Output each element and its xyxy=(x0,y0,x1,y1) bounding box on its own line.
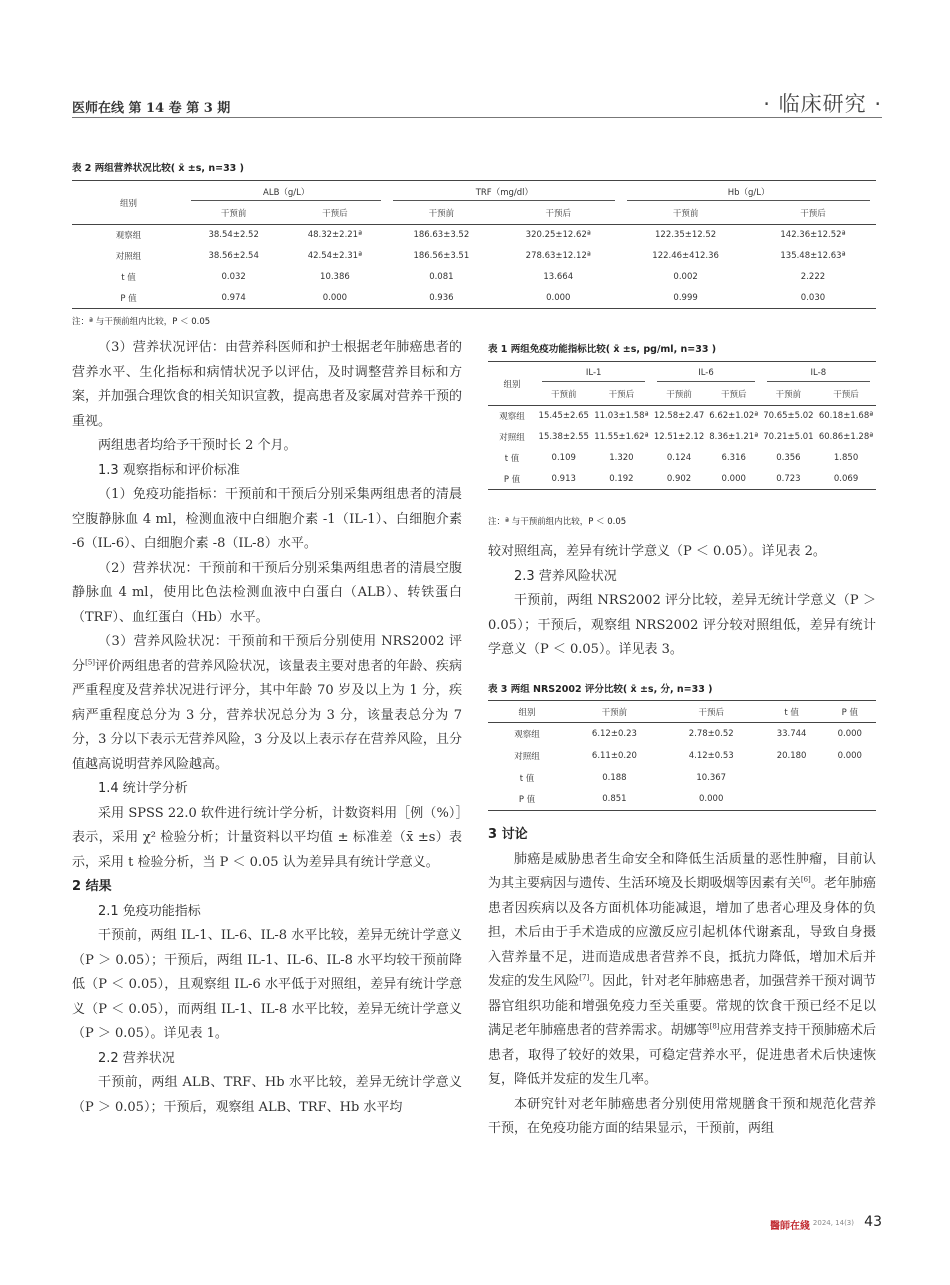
table2-subheader: 干预前 xyxy=(220,209,247,220)
table-cell xyxy=(824,767,876,789)
heading-1-3: 1.3 观察指标和评价标准 xyxy=(98,462,240,478)
table-cell: 0.356 xyxy=(776,453,801,463)
paragraph: 本研究针对老年肺癌患者分别使用常规膳食干预和规范化营养干预，在免疫功能方面的结果显示，干预前，两组 xyxy=(488,1096,876,1136)
table-cell: 0.000 xyxy=(721,473,746,484)
paragraph xyxy=(72,630,462,777)
table2-group-header: 组别 xyxy=(119,198,137,209)
table-cell: 278.63±12.12ª xyxy=(525,251,591,261)
table-cell: 12.58±2.47 xyxy=(653,411,705,422)
table-cell: 15.45±2.65 xyxy=(538,411,589,422)
journal-logo: 醫師在綫 xyxy=(770,1221,810,1232)
heading-2: 2 结果 xyxy=(72,879,112,894)
table-cell: 33.744 xyxy=(776,728,807,739)
table1 xyxy=(488,361,876,490)
row-label: P 值 xyxy=(503,474,521,485)
table-cell: 0.974 xyxy=(221,292,246,303)
table-cell: 2.78±0.52 xyxy=(688,728,734,739)
journal-header: 医师在线 第 14 卷 第 3 期 xyxy=(72,101,231,116)
table-row xyxy=(488,406,876,427)
text-run: 。因此，针对老年肺癌患者，加强营养干预对调节器官组织功能和增强免疫力至关重要。常规的饮食干预已经不足以满足老年肺癌患者的营养需求。胡娜等 xyxy=(488,974,876,1038)
section-label: · 临床研究 · xyxy=(763,92,882,116)
table3 xyxy=(488,700,876,811)
table-cell: 0.913 xyxy=(551,473,576,484)
table-cell: 6.12±0.23 xyxy=(591,728,637,739)
table-cell: 186.56±3.51 xyxy=(413,251,470,261)
table-cell: 70.65±5.02 xyxy=(763,411,814,422)
table-cell: 20.180 xyxy=(776,750,807,761)
table1-subheader: 干预后 xyxy=(833,390,859,401)
table-cell: 0.999 xyxy=(673,292,698,303)
table-cell: 10.367 xyxy=(696,772,727,783)
table-row xyxy=(488,767,876,789)
table-cell: 122.35±12.52 xyxy=(655,230,717,241)
table2-note: 注：ª 与干预前组内比较，P ＜ 0.05 xyxy=(72,317,211,327)
page-number: 43 xyxy=(864,1214,882,1230)
table3-header: 干预前 xyxy=(601,707,628,718)
row-label: P 值 xyxy=(120,293,137,304)
table-row xyxy=(488,745,876,767)
table-cell: 0.902 xyxy=(666,473,692,484)
table-cell: 70.21±5.01 xyxy=(763,432,814,442)
row-label: 对照组 xyxy=(499,433,525,443)
row-label: 对照组 xyxy=(115,252,142,262)
table-cell: 320.25±12.62ª xyxy=(525,230,591,241)
table-cell: 0.188 xyxy=(602,772,627,783)
row-label: t 值 xyxy=(504,454,520,464)
table2-subheader: 干预前 xyxy=(428,209,455,220)
table2-subheader: 干预后 xyxy=(800,209,826,220)
table-cell: 186.63±3.52 xyxy=(413,230,470,241)
table-cell: 0.124 xyxy=(666,453,692,463)
table1-group-il1: IL-1 xyxy=(536,362,651,384)
paragraph: 两组患者均给予干预时长 2 个月。 xyxy=(98,438,297,453)
table1-group-il8: IL-8 xyxy=(761,362,876,384)
table-cell: 0.032 xyxy=(221,272,246,282)
table-cell: 122.46±412.36 xyxy=(652,251,719,261)
table1-group-il6: IL-6 xyxy=(651,362,760,384)
table1-subheader: 干预前 xyxy=(666,390,692,401)
table2-group-hb: Hb（g/L） xyxy=(621,181,876,203)
row-label: 观察组 xyxy=(499,412,525,423)
table-row xyxy=(488,469,876,490)
table-row xyxy=(488,448,876,469)
table-cell: 0.000 xyxy=(837,728,862,739)
table1-subheader: 干预后 xyxy=(720,390,747,401)
paragraph xyxy=(488,848,876,1093)
table-cell: 2.222 xyxy=(800,272,826,282)
table-cell: 12.51±2.12 xyxy=(653,432,705,442)
table-cell: 48.32±2.21ª xyxy=(307,230,363,241)
table-cell: 142.36±12.52ª xyxy=(780,230,846,241)
citation: [7] xyxy=(579,973,590,982)
heading-2-2: 2.2 营养状况 xyxy=(98,1050,175,1066)
table1-group-header: 组别 xyxy=(503,379,521,390)
table1-note: 注：ª 与干预前组内比较，P ＜ 0.05 xyxy=(488,517,627,527)
table-cell xyxy=(760,767,824,789)
table2-subheader: 干预前 xyxy=(672,209,699,220)
table-cell: 38.54±2.52 xyxy=(208,230,259,241)
table-cell: 38.56±2.54 xyxy=(208,251,259,261)
heading-2-1: 2.1 免疫功能指标 xyxy=(98,903,201,919)
text-run: 。老年肺癌患者因疾病以及各方面机体功能减退，增加了患者心理及身体的负担，术后由于手术造成的应激反应引起机体代谢紊乱，导致自身摄入营养量不足，进而造成患者营养不良，抵抗力降低，增加术后并发症的发生风险 xyxy=(488,876,876,989)
table-row xyxy=(488,789,876,811)
table-cell: 0.000 xyxy=(322,292,348,303)
table-cell: 0.109 xyxy=(551,453,576,463)
right-column-top xyxy=(488,540,876,663)
table-cell: 1.320 xyxy=(609,453,634,463)
table-row xyxy=(488,723,876,745)
text-run: （3）营养风险状况：干预前和干预后分别使用 NRS2002 评分 xyxy=(72,634,462,674)
table2-subheader: 干预后 xyxy=(545,209,572,220)
paragraph: 较对照组高，差异有统计学意义（P ＜ 0.05）。详见表 2。 xyxy=(488,544,826,559)
table1-subheader: 干预前 xyxy=(550,390,577,401)
heading-2-3: 2.3 营养风险状况 xyxy=(514,568,617,584)
table-row xyxy=(72,246,876,267)
table2 xyxy=(72,180,876,309)
paragraph: （3）营养状况评估：由营养科医师和护士根据老年肺癌患者的营养水平、生化指标和病情状况予以评估，及时调整营养目标和方案，并加强合理饮食的相关知识宣教，提高患者及家属对营养干预的重视。 xyxy=(72,340,463,429)
paragraph: （1）免疫功能指标：干预前和干预后分别采集两组患者的清晨空腹静脉血 4 ml，检测血液中白细胞介素 -1（IL-1）、白细胞介素 -6（IL-6）、白细胞介素 -8（IL-8）水平。 xyxy=(72,487,462,551)
paragraph: 采用 SPSS 22.0 软件进行统计学分析，计数资料用［例（%）］表示，采用 χ² 检验分析；计量资料以平均值 ± 标准差（x̄ ±s）表示，采用 t 检验分析，当 P ＜ 0.05 认为差异具有统计学意义。 xyxy=(72,805,462,870)
row-label: 观察组 xyxy=(115,231,142,242)
table-cell: 1.850 xyxy=(833,453,859,463)
table-cell: 6.316 xyxy=(721,453,746,463)
table-cell: 0.069 xyxy=(833,473,859,484)
issue-label: 2024, 14(3) xyxy=(812,1219,854,1227)
table-cell: 0.002 xyxy=(673,272,698,282)
table-cell: 42.54±2.31ª xyxy=(307,251,363,261)
table-cell: P 值 xyxy=(518,795,536,806)
table1-subheader: 干预后 xyxy=(608,390,635,401)
table-cell: 60.86±1.28ª xyxy=(818,432,874,442)
table-cell: 4.12±0.53 xyxy=(688,750,734,761)
left-column xyxy=(72,336,462,1120)
table-cell: t 值 xyxy=(519,773,535,784)
table-cell: 0.851 xyxy=(602,794,627,805)
table2-subheader: 干预后 xyxy=(322,209,348,220)
table1-subheader: 干预前 xyxy=(775,390,802,401)
table-row xyxy=(488,427,876,448)
paragraph: 干预前，两组 ALB、TRF、Hb 水平比较，差异无统计学意义（P ＞ 0.05）；干预后，观察组 ALB、TRF、Hb 水平均 xyxy=(72,1075,462,1115)
right-column-bottom xyxy=(488,823,876,1142)
table-row xyxy=(72,288,876,309)
heading-3: 3 讨论 xyxy=(488,827,528,842)
table3-header: 干预后 xyxy=(698,707,724,718)
table-cell: 观察组 xyxy=(514,729,540,740)
table1-caption: 表 1 两组免疫功能指标比较( x̄ ±s, pg/ml, n=33 ) xyxy=(488,344,717,355)
table-cell: 135.48±12.63ª xyxy=(780,251,846,261)
table-cell: 0.723 xyxy=(776,473,801,484)
table2-group-alb: ALB（g/L） xyxy=(185,181,387,203)
table-cell: 0.192 xyxy=(609,473,634,484)
table-cell: 15.38±2.55 xyxy=(538,432,589,442)
table-row xyxy=(72,225,876,246)
table-cell: 0.000 xyxy=(837,750,862,761)
table-cell: 0.081 xyxy=(429,272,454,282)
citation: [6] xyxy=(800,875,811,884)
citation: [5] xyxy=(85,658,96,667)
table-cell: 8.36±1.21ª xyxy=(709,432,759,442)
table-cell: 0.936 xyxy=(429,292,454,303)
heading-1-4: 1.4 统计学分析 xyxy=(98,781,188,796)
table-cell: 0.030 xyxy=(800,292,826,303)
text-run: 应用营养支持干预肺癌术后患者，取得了较好的效果，可稳定营养水平，促进患者术后快速恢复，降低并发症的发生几率。 xyxy=(488,1023,876,1087)
table-cell: 0.000 xyxy=(699,794,724,805)
paragraph: 干预前，两组 NRS2002 评分比较，差异无统计学意义（P ＞ 0.05）；干预后，观察组 NRS2002 评分较对照组低，差异有统计学意义（P ＜ 0.05）。详见表 3。 xyxy=(488,593,876,657)
table-cell: 10.386 xyxy=(320,272,350,282)
paragraph: （2）营养状况：干预前和干预后分别采集两组患者的清晨空腹静脉血 4 ml，使用比色法检测血液中白蛋白（ALB）、转铁蛋白（TRF）、血红蛋白（Hb）水平。 xyxy=(72,560,462,625)
table-cell: 对照组 xyxy=(514,751,540,762)
table-cell xyxy=(824,789,876,811)
table-row xyxy=(72,267,876,288)
table3-header: t 值 xyxy=(784,707,799,718)
table-cell: 0.000 xyxy=(546,292,571,303)
paragraph: 干预前，两组 IL-1、IL-6、IL-8 水平比较，差异无统计学意义（P ＞ 0.05）；干预后，两组 IL-1、IL-6、IL-8 水平均较干预前降低（P ＜ 0.05），且观察组 IL-6 水平低于对照组，差异有统计学意义（P ＜ 0.05），而两组 IL-1、IL-8 水平比较，差异无统计学意义（P ＞ 0.05）。详见表 1。 xyxy=(72,928,462,1041)
row-label: t 值 xyxy=(121,273,136,283)
table-cell xyxy=(760,789,824,811)
text-run: 评价两组患者的营养风险状况，该量表主要对患者的年龄、疾病严重程度及营养状况进行评分，其中年龄 70 岁及以上为 1 分，疾病严重程度总分为 3 分，营养状况总分为 3 分，该量表总分为 7 分，3 分以下表示无营养风险，3 分及以上表示存在营养风险，且分值越高说明营养风险越高。 xyxy=(72,658,462,772)
table2-group-trf: TRF（mg/dl） xyxy=(387,181,621,203)
table3-header: P 值 xyxy=(841,707,858,718)
table-cell: 6.11±0.20 xyxy=(591,750,637,761)
table2-caption: 表 2 两组营养状况比较( x̄ ±s, n=33 ) xyxy=(72,163,244,174)
text-run: 肺癌是威胁患者生命安全和降低生活质量的恶性肿瘤，目前认为其主要病因与遗传、生活环境及长期吸烟等因素有关 xyxy=(488,851,876,891)
table-cell: 11.55±1.62ª xyxy=(594,432,649,442)
table-cell: 6.62±1.02ª xyxy=(709,411,759,422)
table-cell: 13.664 xyxy=(543,272,574,282)
table3-header: 组别 xyxy=(518,707,536,718)
table3-caption: 表 3 两组 NRS2002 评分比较( x̄ ±s, 分, n=33 ) xyxy=(488,684,713,695)
header-rule xyxy=(72,117,882,118)
citation: [8] xyxy=(709,1022,720,1031)
table-cell: 60.18±1.68ª xyxy=(818,411,874,422)
table-cell: 11.03±1.58ª xyxy=(594,411,649,422)
